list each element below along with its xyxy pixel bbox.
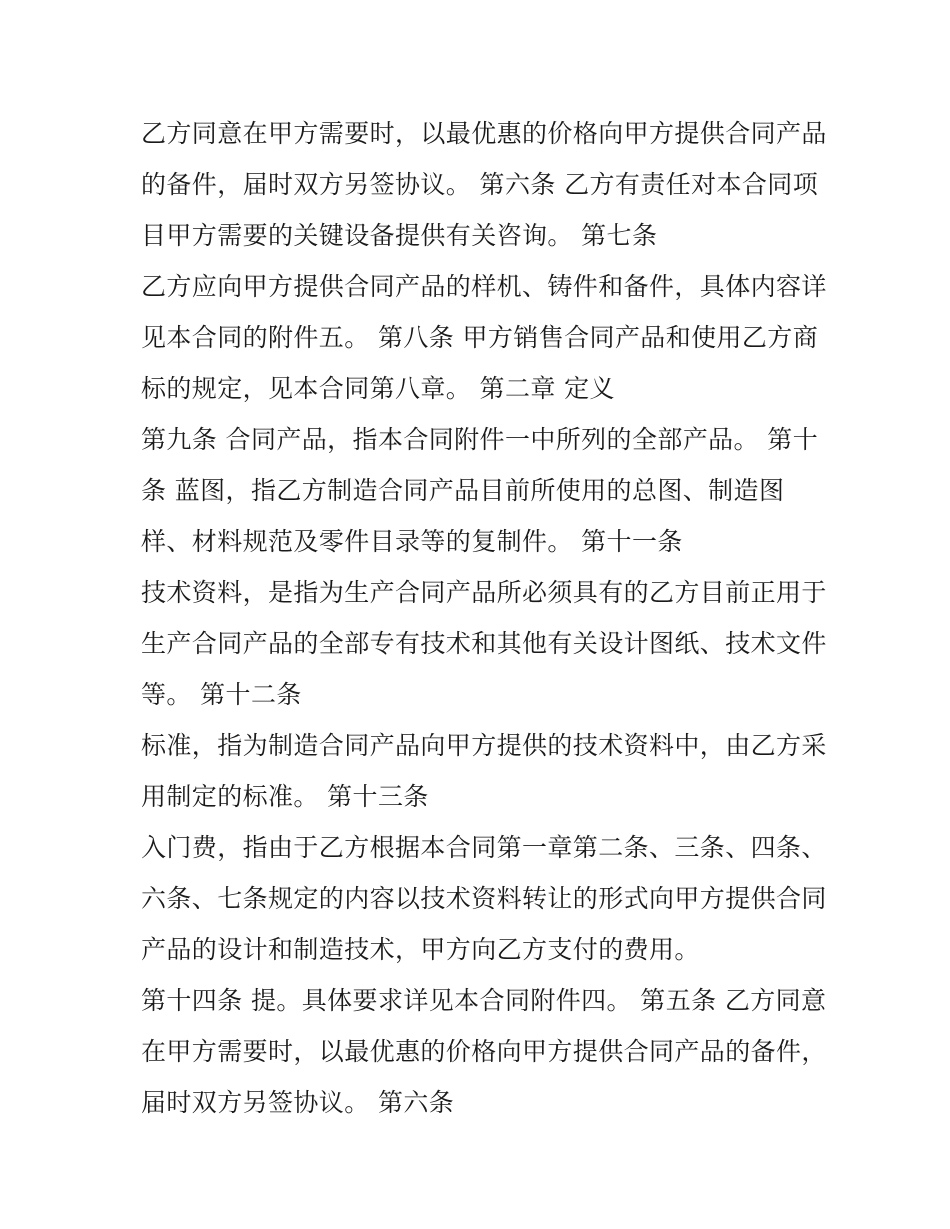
text-line: 第九条 合同产品，指本合同附件一中所列的全部产品。 第十	[141, 425, 819, 454]
text-line: 目甲方需要的关键设备提供有关咨询。 第七条	[141, 221, 658, 250]
text-line: 样、材料规范及零件目录等的复制件。 第十一条	[141, 527, 683, 556]
text-line: 乙方同意在甲方需要时，以最优惠的价格向甲方提供合同产品	[141, 119, 827, 148]
text-line: 标准，指为制造合同产品向甲方提供的技术资料中，由乙方采	[141, 731, 827, 760]
text-line: 产品的设计和制造技术，甲方向乙方支付的费用。	[141, 935, 700, 964]
text-line: 在甲方需要时，以最优惠的价格向甲方提供合同产品的备件，	[141, 1037, 827, 1066]
text-line: 用制定的标准。 第十三条	[141, 782, 429, 811]
text-line: 第十四条 提。具体要求详见本合同附件四。 第五条 乙方同意	[141, 986, 827, 1015]
text-line: 等。 第十二条	[141, 680, 302, 709]
text-line: 六条、七条规定的内容以技术资料转让的形式向甲方提供合同	[141, 884, 827, 913]
text-line: 届时双方另签协议。 第六条	[141, 1088, 455, 1117]
text-line: 入门费，指由于乙方根据本合同第一章第二条、三条、四条、	[141, 833, 827, 862]
contract-text-body	[141, 108, 831, 1128]
text-line: 生产合同产品的全部专有技术和其他有关设计图纸、技术文件	[141, 629, 827, 658]
text-line: 的备件，届时双方另签协议。 第六条 乙方有责任对本合同项	[141, 170, 819, 199]
text-line: 条 蓝图，指乙方制造合同产品目前所使用的总图、制造图	[141, 476, 785, 505]
text-line: 技术资料，是指为生产合同产品所必须具有的乙方目前正用于	[141, 578, 827, 607]
text-line: 乙方应向甲方提供合同产品的样机、铸件和备件，具体内容详	[141, 272, 827, 301]
text-line: 见本合同的附件五。 第八条 甲方销售合同产品和使用乙方商	[141, 323, 819, 352]
text-line: 标的规定，见本合同第八章。 第二章 定义	[141, 374, 615, 403]
